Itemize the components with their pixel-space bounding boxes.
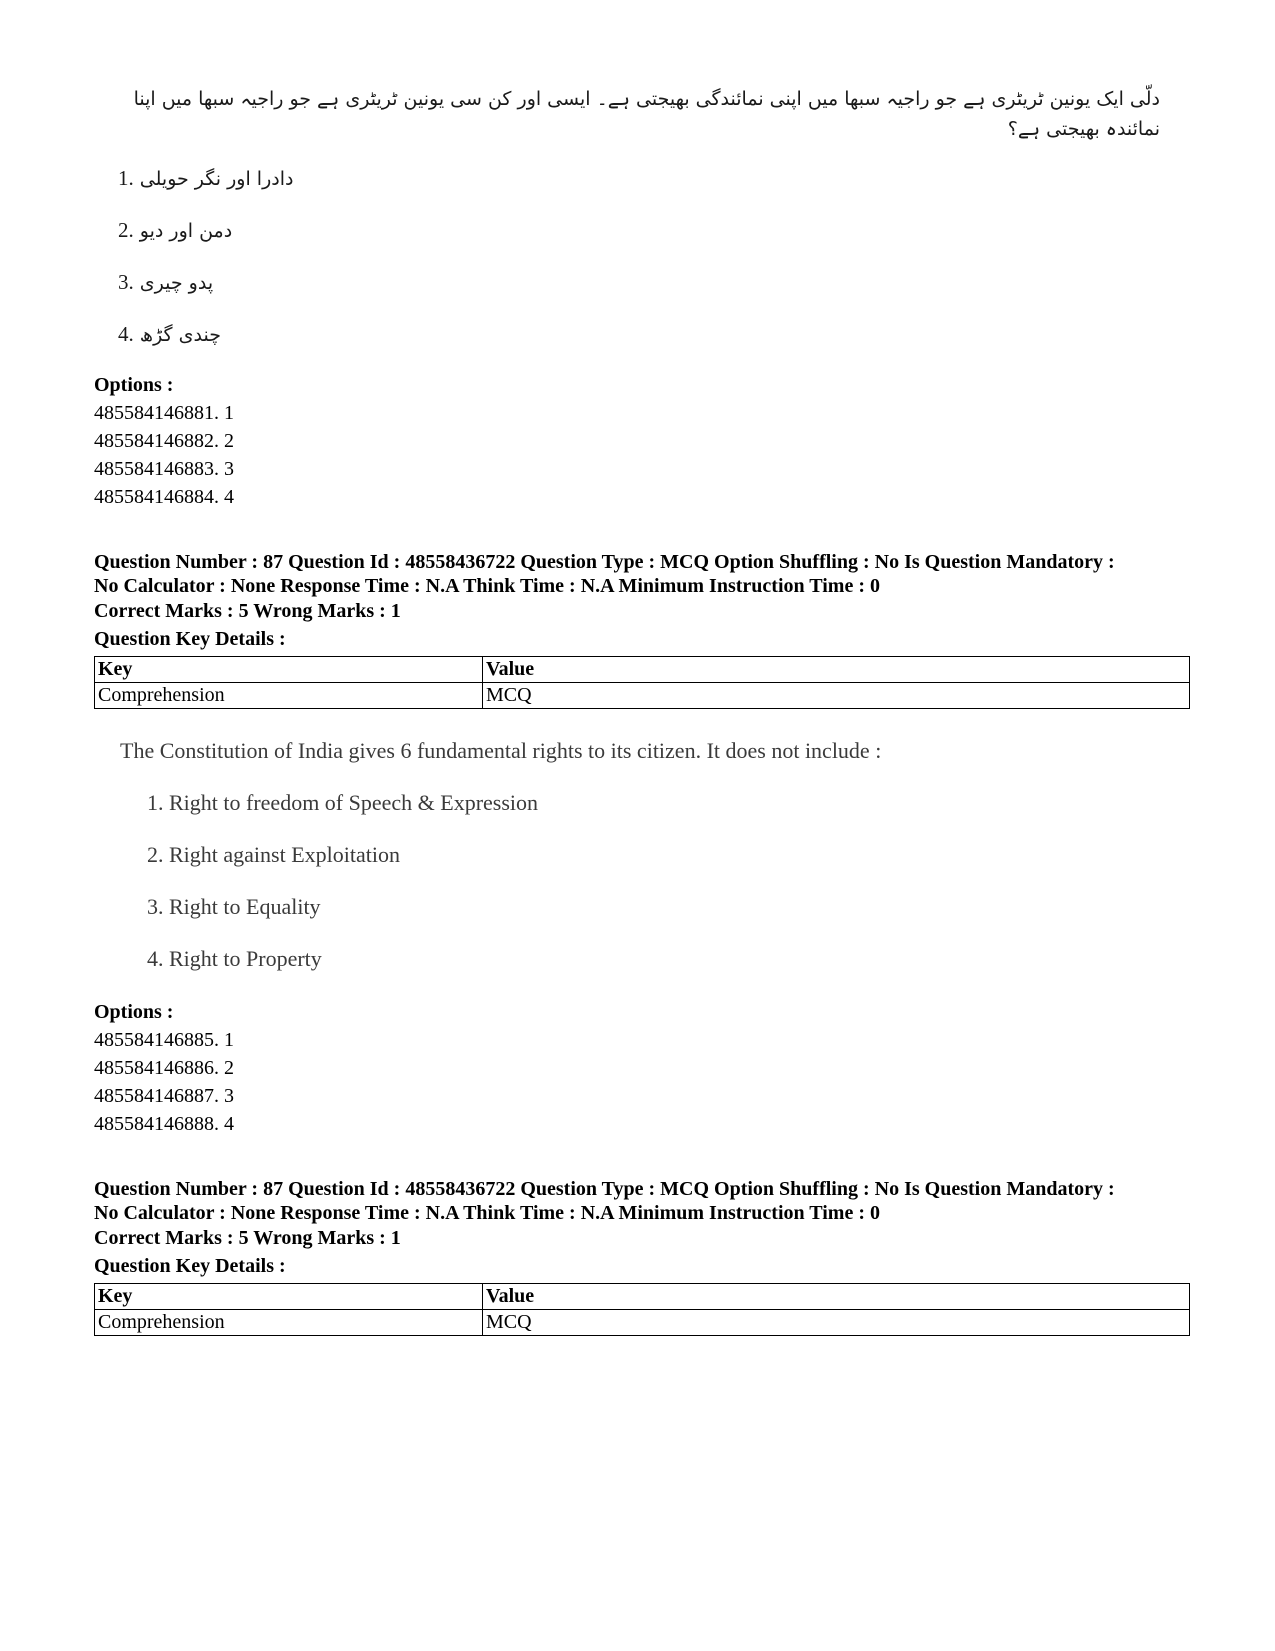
table-cell-value: MCQ xyxy=(483,1310,1190,1336)
question-meta xyxy=(94,1177,1194,1225)
options-label: Options : xyxy=(94,1001,174,1023)
table-header-row xyxy=(95,657,1190,683)
key-details-label: Question Key Details : xyxy=(94,1255,286,1277)
english-choice-2: 2. Right against Exploitation xyxy=(147,842,400,867)
table-header-key: Key xyxy=(95,1284,483,1310)
urdu-choice-1: 1. دادرا اور نگر حویلی xyxy=(118,166,294,190)
question-meta-line-1: Question Number : 87 Question Id : 48558436722 Question Type : MCQ Option Shuffling : No Is Question Mandatory : xyxy=(94,1178,1115,1200)
question-meta xyxy=(94,550,1194,598)
key-value-table xyxy=(94,656,1190,709)
table-cell-value: MCQ xyxy=(483,683,1190,709)
table-cell-key: Comprehension xyxy=(95,683,483,709)
question-meta-line-2: No Calculator : None Response Time : N.A Think Time : N.A Minimum Instruction Time : 0 xyxy=(94,1202,880,1224)
marks-line: Correct Marks : 5 Wrong Marks : 1 xyxy=(94,600,401,622)
urdu-question-text xyxy=(120,84,1160,144)
option-line: 485584146887. 3 xyxy=(94,1085,234,1107)
english-question-text: The Constitution of India gives 6 fundamental rights to its citizen. It does not include : xyxy=(120,738,882,763)
option-line: 485584146888. 4 xyxy=(94,1113,234,1135)
table-header-key: Key xyxy=(95,657,483,683)
key-value-table xyxy=(94,1283,1190,1336)
key-details-label: Question Key Details : xyxy=(94,628,286,650)
table-cell-key: Comprehension xyxy=(95,1310,483,1336)
option-line: 485584146882. 2 xyxy=(94,430,234,452)
table-row xyxy=(95,1310,1190,1336)
urdu-choice-2: 2. دمن اور دیو xyxy=(118,218,233,242)
english-choice-4: 4. Right to Property xyxy=(147,946,322,971)
english-choice-3: 3. Right to Equality xyxy=(147,894,321,919)
table-header-row xyxy=(95,1284,1190,1310)
option-line: 485584146885. 1 xyxy=(94,1029,234,1051)
options-label: Options : xyxy=(94,374,174,396)
option-line: 485584146886. 2 xyxy=(94,1057,234,1079)
table-header-value: Value xyxy=(483,657,1190,683)
option-line: 485584146883. 3 xyxy=(94,458,234,480)
marks-line: Correct Marks : 5 Wrong Marks : 1 xyxy=(94,1227,401,1249)
question-meta-line-1: Question Number : 87 Question Id : 48558436722 Question Type : MCQ Option Shuffling : No Is Question Mandatory : xyxy=(94,551,1115,573)
option-line: 485584146881. 1 xyxy=(94,402,234,424)
urdu-choice-3: 3. پدو چیری xyxy=(118,270,214,294)
urdu-question-line-2: نمائندہ بھیجتی ہے؟ xyxy=(1007,118,1160,140)
urdu-question-line-1: دلّی ایک یونین ٹریٹری ہے جو راجیہ سبھا میں اپنی نمائندگی بھیجتی ہے۔ ایسی اور کن سی یونین ٹریٹری ہے جو راجیہ سبھا میں اپنا xyxy=(133,88,1160,110)
english-choice-1: 1. Right to freedom of Speech & Expression xyxy=(147,790,539,815)
option-line: 485584146884. 4 xyxy=(94,486,234,508)
table-header-value: Value xyxy=(483,1284,1190,1310)
urdu-choice-4: 4. چندی گڑھ xyxy=(118,322,221,346)
question-meta-line-2: No Calculator : None Response Time : N.A Think Time : N.A Minimum Instruction Time : 0 xyxy=(94,575,880,597)
table-row xyxy=(95,683,1190,709)
